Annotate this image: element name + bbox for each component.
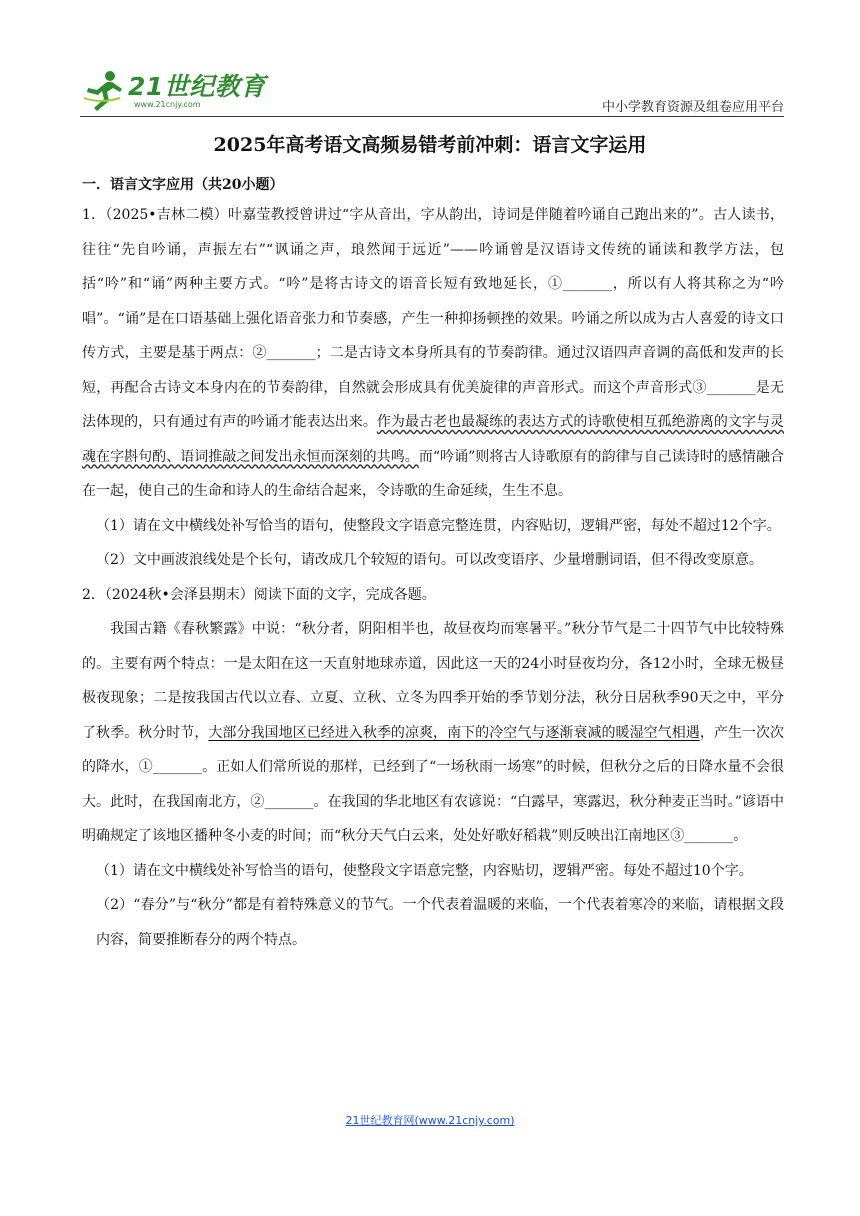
page-title: 2025年高考语文高频易错考前冲刺：语言文字运用 bbox=[213, 134, 647, 156]
q1-text-b: 而“吟诵”则将古人诗歌原有的韵律与自己读诗时的感情融合在一起，使自己的生命和诗人的生命结合起来，令诗歌的生命延续，生生不息。 bbox=[82, 448, 784, 499]
q2-heading: 2．（2024秋•会泽县期末）阅读下面的文字，完成各题。 bbox=[82, 586, 436, 603]
platform-label: 中小学教育资源及组卷应用平台 bbox=[601, 100, 784, 115]
logo bbox=[80, 68, 266, 114]
q1-text-a: 1．（2025•吉林二模）叶嘉莹教授曾讲过“字从音出，字从韵出，诗词是伴随着吟诵自己跑出来的”。古人读书，往往“先自吟诵，声振左右”“讽诵之声，琅然闻于远近”——吟诵曾是汉语诗文传统的诵读和教学方法，包括“吟”和“诵”两种主要方式。“吟”是将古诗文的语音长短有致地延长，①_______，所以有人将其称之为“吟唱”。“诵”是在口语基础上强化语音张力和节奏感，产生一种抑扬顿挫的效果。吟诵之所以成为古人喜爱的诗文口传方式，主要是基于两点：②_______；二是古诗文本身所具有的节奏韵律。通过汉语四声音调的高低和发声的长短，再配合古诗文本身内在的节奏韵律，自然就会形成具有优美旋律的声音形式。而这个声音形式③_______是无法体现的，只有通过有声的吟诵才能表达出来。 bbox=[82, 207, 784, 430]
q1-wavy-sentence: 作为最古老也最凝练的表达方式的诗歌使相互孤绝游离的文字与灵魂在字斟句酌、语词推敲之间发出永恒而深刻的共鸣。 bbox=[82, 414, 785, 465]
q2-subquestion-1: （1）请在文中横线处补写恰当的语句，使整段文字语意完整，内容贴切，逻辑严密。每处不超过10个字。 bbox=[96, 862, 753, 879]
q1-passage bbox=[82, 198, 784, 509]
logo-text: 21世纪教育 bbox=[128, 71, 266, 101]
footer bbox=[0, 1112, 860, 1128]
q2-text-b: ，产生一次次的降水，①_______。正如人们常所说的那样，已经到了“一场秋雨一场寒”的时候，但秋分之后的日降水量不会很大。此时，在我国南北方，②_______。在我国的华北地区有农谚说：“白露早，寒露迟，秋分种麦正当时。”谚语中明确规定了该地区播种冬小麦的时间；而“秋分天气白云来，处处好歌好稻栽”则反映出江南地区③_______。 bbox=[82, 724, 785, 844]
logo-url: www.21cnjy.com bbox=[134, 99, 201, 109]
q1-subquestion-1: （1）请在文中横线处补写恰当的语句，使整段文字语意完整连贯，内容贴切，逻辑严密，每处不超过12个字。 bbox=[96, 517, 781, 534]
q2-text-a: 我国古籍《春秋繁露》中说：“秋分者，阴阳相半也，故昼夜均而寒暑平。”秋分节气是二十四节气中比较特殊的。主要有两个特点：一是太阳在这一天直射地球赤道，因此这一天的24小时昼夜均分，各12小时，全球无极昼极夜现象；二是按我国古代以立春、立夏、立秋、立冬为四季开始的季节划分法，秋分日居秋季90天之中，平分了秋季。秋分时节， bbox=[82, 621, 784, 741]
section-heading: 一．语言文字应用（共20小题） bbox=[82, 177, 284, 193]
q2-underlined-sentence: 大部分我国地区已经进入秋季的凉爽，南下的冷空气与逐渐衰减的暖湿空气相遇 bbox=[208, 724, 700, 741]
footer-link[interactable]: 21世纪教育网(www.21cnjy.com) bbox=[345, 1114, 515, 1127]
q2-passage bbox=[82, 612, 784, 854]
q1-subquestion-2: （2）文中画波浪线处是个长句，请改成几个较短的语句。可以改变语序、少量增删词语，但不得改变原意。 bbox=[96, 552, 763, 568]
q2-subquestion-2: （2）“春分”与“秋分”都是有着特殊意义的节气。一个代表着温暖的来临，一个代表着寒冷的来临，请根据文段内容，简要推断春分的两个特点。 bbox=[96, 897, 784, 948]
header-divider bbox=[80, 116, 784, 117]
document-body bbox=[82, 198, 784, 957]
page-header bbox=[80, 68, 784, 118]
runner-logo-icon bbox=[80, 68, 126, 114]
